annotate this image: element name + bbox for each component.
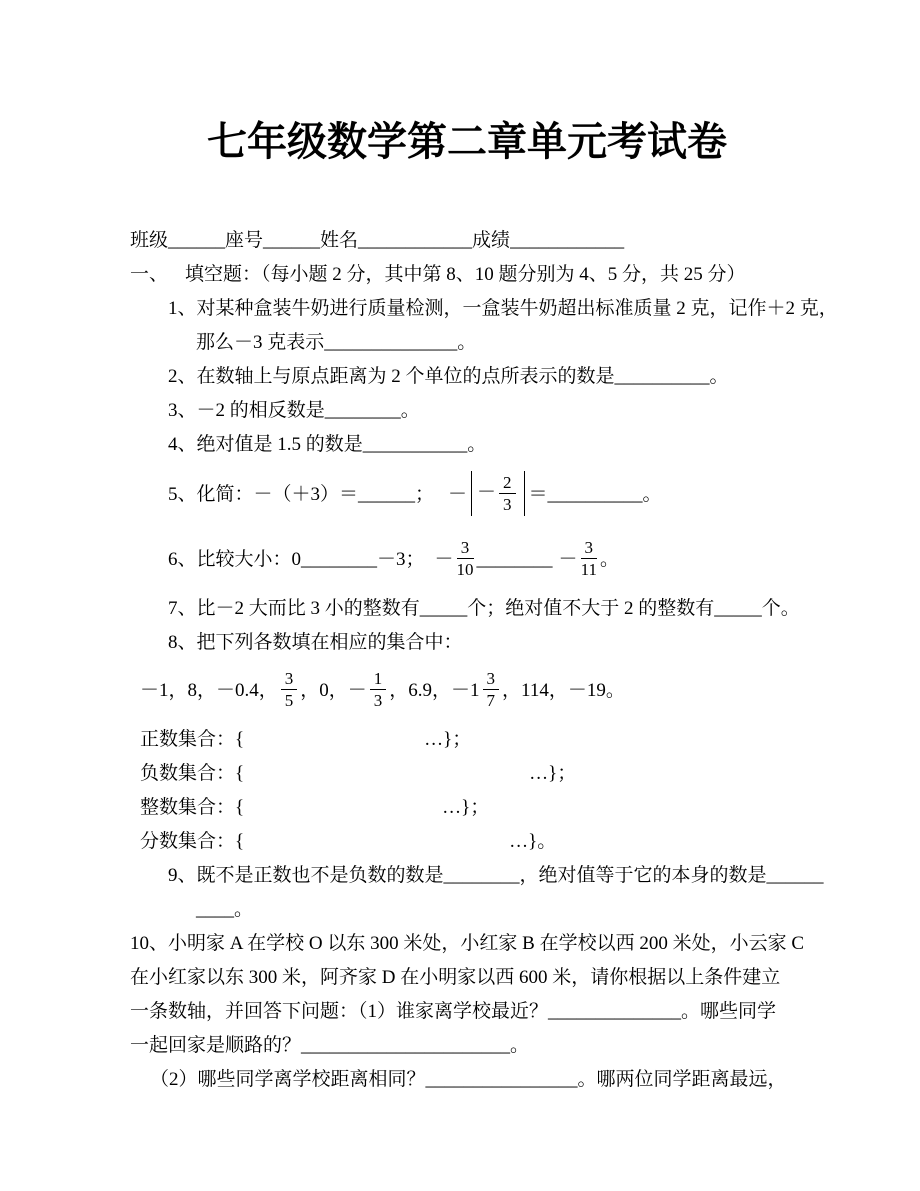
minus-sign: － [477,481,497,503]
document-line [130,961,804,995]
document-line [130,660,804,723]
text-segment: 3、－2 的相反数是________。 [168,400,420,421]
answer-space [244,778,529,779]
text-segment: 整数集合：{ [140,797,245,818]
text-segment: 。 [600,548,620,570]
text-segment: 一起回家是顺路的？______________________。 [130,1035,530,1056]
document-line [130,995,804,1029]
fraction [370,669,387,710]
fraction-numerator: 3 [281,669,298,690]
text-segment: 那么－3 克表示______________。 [196,332,477,353]
document-line [130,360,804,394]
text-segment: …}。 [509,831,557,852]
text-segment: 正数集合：{ [140,729,245,750]
document-line [130,1029,804,1063]
answer-space [244,812,442,813]
fraction-denominator: 10 [456,560,474,579]
answer-space [244,846,509,847]
text-segment: 4、绝对值是 1.5 的数是___________。 [168,434,487,455]
document-line [130,529,804,592]
header-field-label: 班级 [130,230,169,251]
text-segment: ____。 [196,899,254,920]
fraction-numerator: 1 [370,669,387,690]
fraction-denominator: 3 [373,691,383,710]
document-line [130,626,804,660]
text-segment: 6、比较大小：0________－3； [168,548,425,570]
fraction [581,538,598,579]
text-segment: 5、化简：－（＋3）＝______； [168,483,435,505]
document-line [130,723,804,757]
fill-blank: ____________ [510,230,625,251]
document-line [130,1063,804,1097]
answer-space [425,564,435,565]
document-line [130,394,804,428]
fraction-numerator: 3 [457,538,474,559]
document-line [130,893,804,927]
section-number: 一、 [130,264,169,285]
document-line [130,791,804,825]
fill-blank: ____________ [358,230,473,251]
header-field-label: 座号 [225,230,264,251]
text-segment: 分数集合：{ [140,831,245,852]
fraction-denominator: 7 [486,691,496,710]
fill-blank: ______ [168,230,226,251]
student-info-line [130,224,804,258]
header-field-label: 姓名 [320,230,359,251]
fill-blank: ______ [263,230,321,251]
absolute-value-bars [471,471,525,516]
text-segment: －1，8，－0.4， [140,679,278,701]
fraction-denominator: 5 [284,691,294,710]
page-title: 七年级数学第二章单元考试卷 [207,119,727,164]
document-line [130,292,838,326]
text-segment: 一条数轴，并回答下问题：（1）谁家离学校最近？______________。哪些同学 [130,1001,777,1022]
text-segment: － [558,548,578,570]
document-line [130,592,804,626]
text-segment: ，114，－19。 [502,679,625,701]
text-segment: 负数集合：{ [140,763,245,784]
document-line [130,757,804,791]
text-segment: （2）哪些同学离学校距离相同？________________。哪两位同学距离最远， [150,1069,787,1090]
fraction [281,669,298,710]
text-segment: 8、把下列各数填在相应的集合中： [168,632,463,653]
fraction-numerator: 2 [499,473,516,494]
answer-space [434,499,448,500]
document-line [130,825,804,859]
text-segment: …}； [424,729,472,750]
text-segment: ，6.9，－1 [389,679,480,701]
document-line [130,462,804,529]
text-segment: 10、小明家 A 在学校 O 以东 300 米处，小红家 B 在学校以西 200 米处，小云家 C [130,933,804,954]
question-list [130,292,838,1097]
answer-space [244,744,424,745]
text-segment: － [434,548,454,570]
text-segment: …}； [529,763,577,784]
text-segment: ，0，－ [300,679,367,701]
section-heading [130,258,804,292]
text-segment: 9、既不是正数也不是负数的数是________，绝对值等于它的本身的数是______ [168,865,824,886]
document-line [130,326,804,360]
fraction-numerator: 3 [581,538,598,559]
fraction-denominator: 11 [580,560,597,579]
document-line [130,927,804,961]
text-segment: 7、比－2 大而比 3 小的整数有_____个；绝对值不大于 2 的整数有_____个。 [168,598,800,619]
fraction [499,473,516,514]
text-segment: …}； [442,797,490,818]
document-line [130,859,824,893]
fraction [483,669,500,710]
section-title: 填空题：（每小题 2 分，其中第 8、10 题分别为 4、5 分，共 25 分） [185,264,746,285]
text-segment: 2、在数轴上与原点距离为 2 个单位的点所表示的数是__________。 [168,366,729,387]
text-segment: 1、对某种盒装牛奶进行质量检测，一盒装牛奶超出标准质量 2 克，记作＋2 克， [168,298,838,319]
text-segment: 在小红家以东 300 米，阿齐家 D 在小明家以西 600 米，请你根据以上条件建立 [130,967,781,988]
header-field-label: 成绩 [472,230,511,251]
fraction [457,538,474,579]
document-line [130,428,804,462]
fraction-denominator: 3 [503,495,512,514]
fraction-numerator: 3 [483,669,500,690]
text-segment: ＝__________。 [528,483,662,505]
text-segment: － [448,483,468,505]
text-segment: ________ [476,548,553,570]
